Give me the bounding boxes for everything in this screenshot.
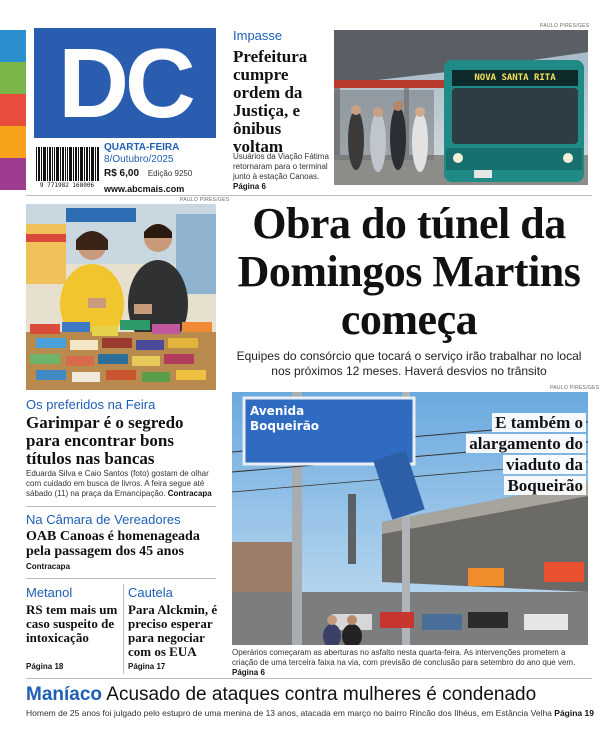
bottom-title: Acusado de ataques contra mulheres é condenado <box>106 684 537 705</box>
newspaper-logo[interactable] <box>34 28 216 138</box>
feira-photo-credit: PAULO PIRES/GES <box>180 197 230 203</box>
cautela-headline[interactable]: Para Alckmin, é preciso esperar para negociar com os EUA <box>128 602 218 659</box>
barcode-number: 9 771982 168006 <box>39 182 95 189</box>
viaduto-headline[interactable] <box>430 412 586 496</box>
price: R$ 6,00 <box>104 168 140 179</box>
main-subheadline: Equipes do consórcio que tocará o serviço irão trabalhar no local nos próximos 12 meses. Haverá desvios no trânsito <box>236 349 582 378</box>
metanol-headline[interactable]: RS tem mais um caso suspeito de intoxicação <box>26 602 118 645</box>
feira-page-ref[interactable]: Contracapa <box>167 489 212 498</box>
camara-page-ref[interactable]: Contracapa <box>26 562 71 571</box>
cautela-kicker: Cautela <box>128 585 173 600</box>
bus-photo-graphic <box>334 30 588 185</box>
divider-camara <box>26 578 216 579</box>
feira-text <box>26 469 216 499</box>
viaduto-photo-credit: PAULO PIRES/GES <box>550 385 600 391</box>
date-block <box>104 142 216 195</box>
bottom-headline[interactable] <box>26 684 596 706</box>
date: 8/Outubro/2025 <box>104 154 174 165</box>
camara-kicker: Na Câmara de Vereadores <box>26 512 181 527</box>
impasse-body: Usuários da Viação Fátima retornaram para o terminal junto à estação Canoas. <box>233 152 329 181</box>
feira-headline[interactable]: Garimpar é o segredo para encontrar bons títulos nas bancas <box>26 413 184 468</box>
book-fair-graphic <box>26 204 216 390</box>
barcode <box>34 146 100 190</box>
divider-bottom <box>26 678 592 679</box>
logo-text: DC <box>58 27 192 138</box>
street-sign <box>250 404 319 434</box>
viaduto-caption <box>232 648 592 678</box>
brand-color-strip <box>0 30 26 190</box>
bottom-text <box>26 708 596 718</box>
bottom-page-ref[interactable]: Página 19 <box>554 708 594 718</box>
impasse-page-ref[interactable]: Página 6 <box>233 182 266 191</box>
divider-vertical <box>123 584 124 674</box>
weekday: QUARTA-FEIRA <box>104 142 180 153</box>
cautela-page-ref[interactable]: Página 17 <box>128 662 166 671</box>
feira-body: Eduarda Silva e Caio Santos (foto) gostam de olhar com cuidado em busca de livros. A feira segue até sábado (11) na praça da Emancipação. <box>26 469 209 498</box>
street-sign-line1: Avenida <box>250 404 305 418</box>
edition: Edição 9250 <box>147 169 193 178</box>
website-link[interactable]: www.abcmais.com <box>104 184 185 194</box>
viaduto-caption-body: Operários começaram as aberturas no asfalto nesta quarta-feira. As intervenções prometem a criação de uma terceira faixa na via, com previsão de conclusão para setembro do ano que vem. <box>232 648 576 667</box>
impasse-headline[interactable]: Prefeitura cumpre ordem da Justiça, e ônibus voltam <box>233 47 308 156</box>
bottom-body: Homem de 25 anos foi julgado pelo estupro de uma menina de 13 anos, atacada em março no bairro Rincão dos Ilhéus, em Estância Velha <box>26 708 552 718</box>
metanol-kicker: Metanol <box>26 585 73 600</box>
bottom-kicker: Maníaco <box>26 684 103 705</box>
metanol-page-ref[interactable]: Página 18 <box>26 662 64 671</box>
viaduto-headline-text: E também o alargamento do viaduto da Boqueirão <box>466 413 586 495</box>
feira-kicker: Os preferidos na Feira <box>26 397 156 412</box>
main-headline[interactable]: Obra do túnel da Domingos Martins começa <box>237 199 581 344</box>
bus-destination-sign: NOVA SANTA RITA <box>474 73 556 83</box>
viaduto-page-ref[interactable]: Página 6 <box>232 668 265 677</box>
bus-photo-credit: PAULO PIRES/GES <box>540 23 590 29</box>
street-sign-line2: Boqueirão <box>250 419 320 433</box>
divider-top <box>26 195 592 196</box>
bus-photo[interactable] <box>334 30 588 185</box>
price-row <box>104 168 216 180</box>
camara-headline[interactable]: OAB Canoas é homenageada pela passagem dos 45 anos <box>26 529 200 559</box>
impasse-text <box>233 152 331 192</box>
divider-feira <box>26 506 216 507</box>
impasse-kicker: Impasse <box>233 28 283 43</box>
book-fair-photo[interactable] <box>26 204 216 390</box>
